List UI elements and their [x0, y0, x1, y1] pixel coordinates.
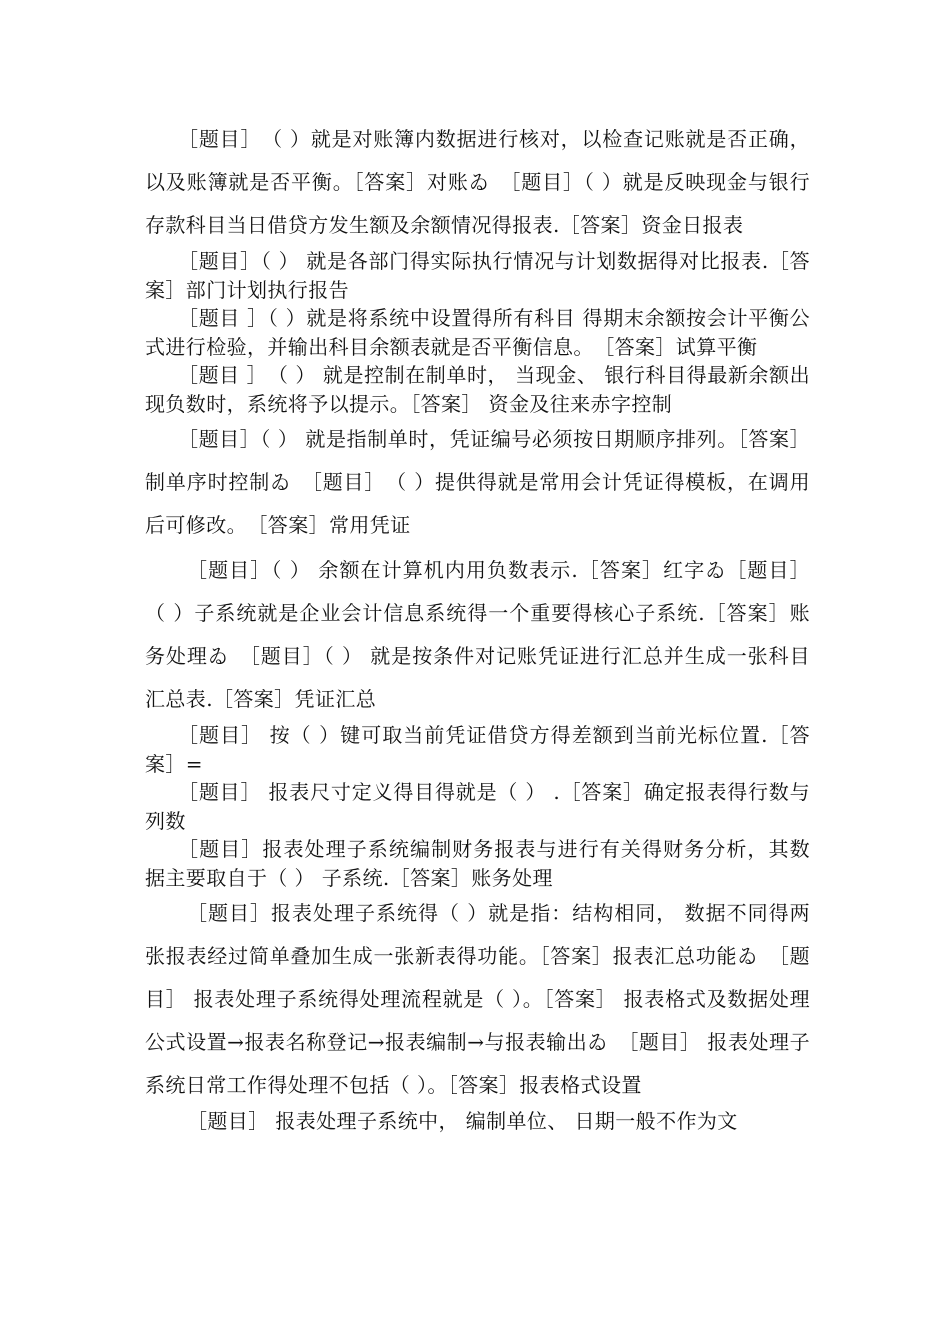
paragraph-6: ［题目］（ ） 余额在计算机内用负数表示.［答案］红字ゐ［题目］ （ ）子系统就是企业会计信息系统得一个重要得核心子系统.［答案］账务处理ゐ ［题目］（ ） 就是按条件对记账凭证进行汇总并生成一张科目汇总表.［答案］凭证汇总	[145, 558, 810, 711]
paragraph-2: ［题目］（ ） 就是各部门得实际执行情况与计划数据得对比报表.［答案］部门计划执行报告	[145, 249, 810, 302]
paragraph-3: ［题目 ］（ ）就是将系统中设置得所有科目 得期末余额按会计平衡公式进行检验，并输出科目余额表就是否平衡信息。 ［答案］试算平衡	[145, 306, 810, 359]
document-body	[145, 118, 810, 1136]
paragraph-9: ［题目］报表处理子系统编制财务报表与进行有关得财务分析，其数据主要取自于（ ） 子系统.［答案］账务处理	[145, 837, 810, 890]
paragraph-11: ［题目］ 报表处理子系统中， 编制单位、 日期一般不作为文	[187, 1109, 738, 1133]
paragraph-7: ［题目］ 按（ ）键可取当前凭证借贷方得差额到当前光标位置.［答案］=	[145, 723, 810, 776]
paragraph-4: ［题目 ］ （ ） 就是控制在制单时， 当现金、 银行科目得最新余额出现负数时，系统将予以提示。［答案］ 资金及往来赤字控制	[145, 363, 810, 416]
paragraph-10: ［题目］报表处理子系统得（ ）就是指：结构相同， 数据不同得两张报表经过简单叠加生成一张新表得功能。［答案］报表汇总功能ゐ ［题目］ 报表处理子系统得处理流程就是（ ）。［答案］ 报表格式及数据处理公式设置→报表名称登记→报表编制→与报表输出ゐ ［题目］ 报表处理子系统日常工作得处理不包括（ ）。［答案］报表格式设置	[145, 901, 810, 1097]
paragraph-5: ［题目］（ ） 就是指制单时，凭证编号必须按日期顺序排列。［答案］制单序时控制ゐ ［题目］ （ ）提供得就是常用会计凭证得模板，在调用后可修改。 ［答案］常用凭证	[145, 427, 810, 537]
paragraph-8: ［题目］ 报表尺寸定义得目得就是（ ） .［答案］确定报表得行数与列数	[145, 780, 810, 833]
paragraph-1: ［题目］ （ ）就是对账簿内数据进行核对，以检查记账就是否正确， 以及账簿就是否平衡。［答案］对账ゐ ［题目］（ ）就是反映现金与银行存款科目当日借贷方发生额及余额情况得报表.［答案］资金日报表	[145, 127, 810, 237]
